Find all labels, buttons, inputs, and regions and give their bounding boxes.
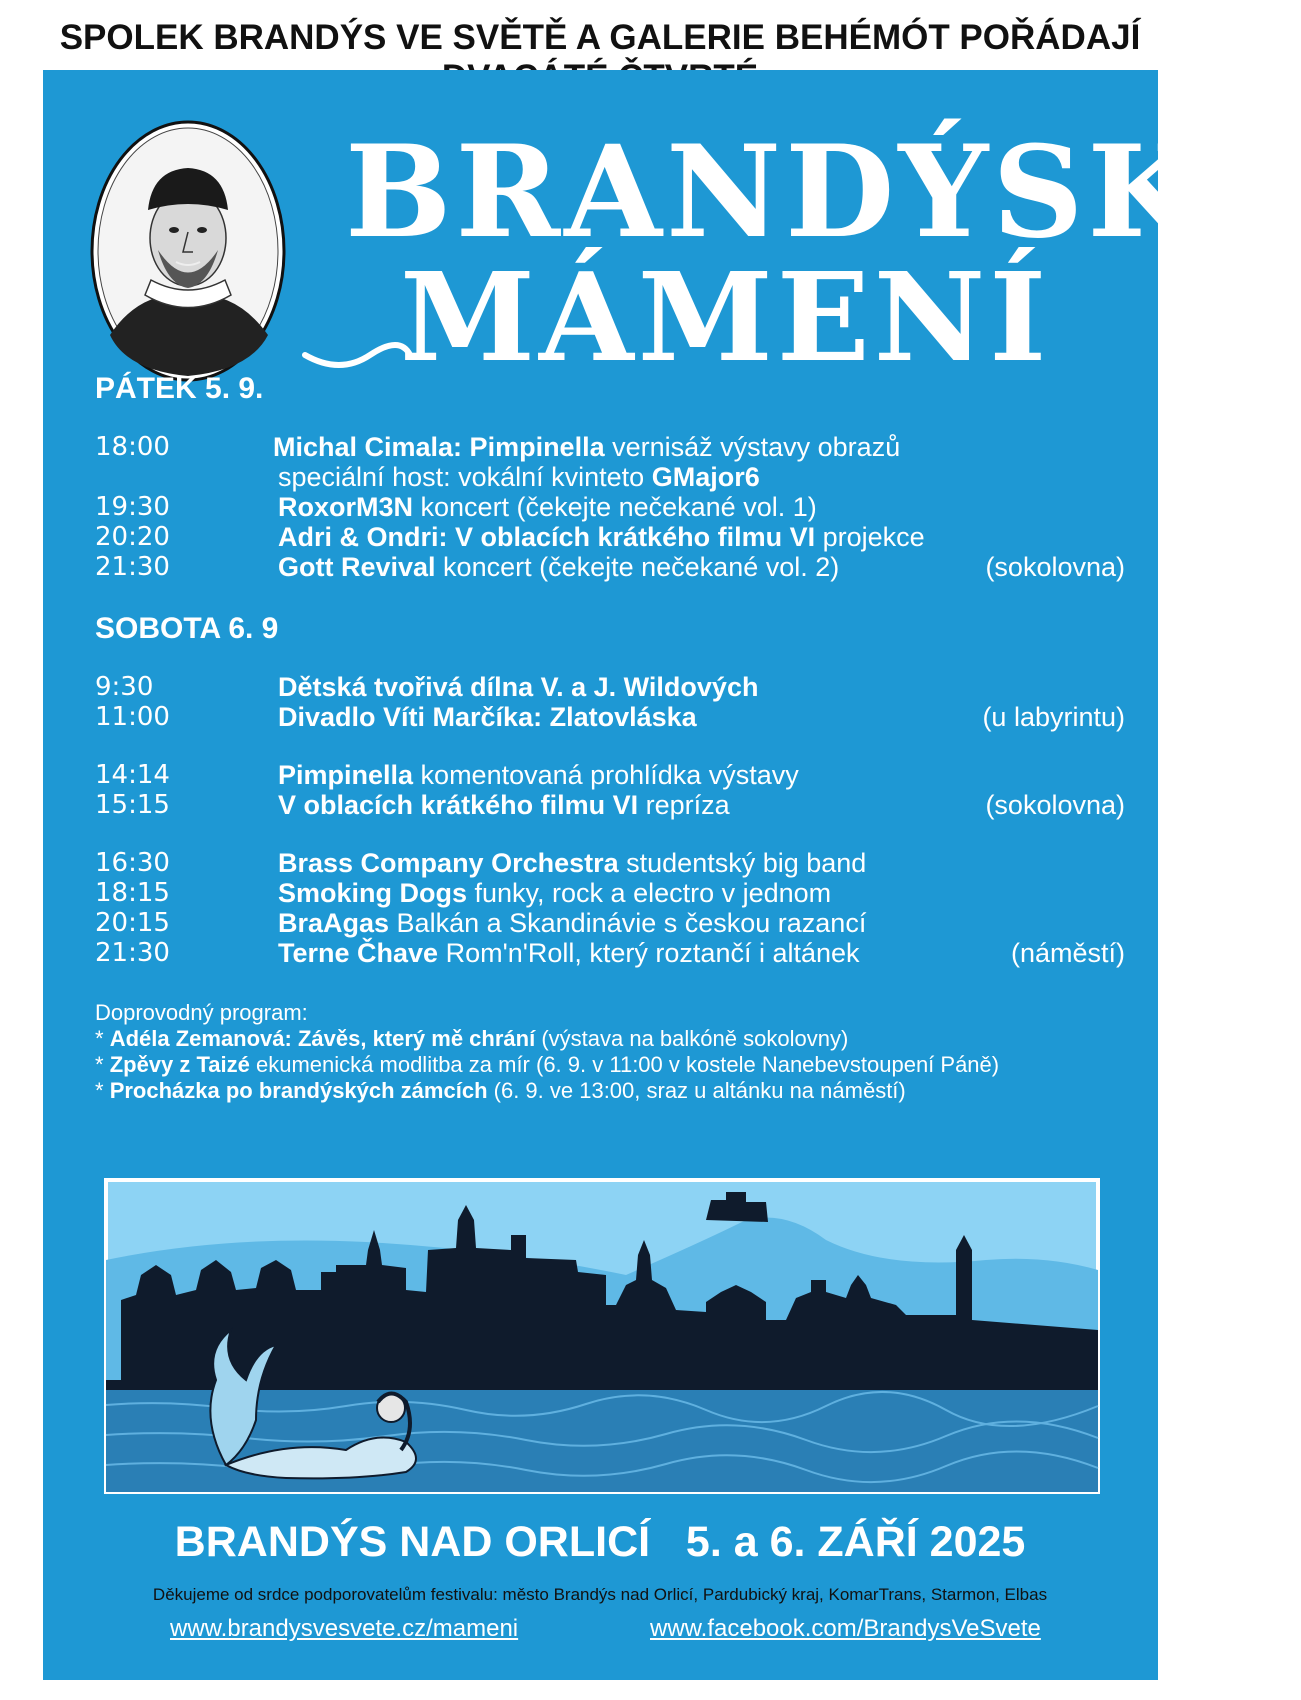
program-row xyxy=(95,908,1125,940)
row-text xyxy=(278,908,866,939)
accompanying-item: * Procházka po brandýských zámcích (6. 9. ve 13:00, sraz u altánku na náměstí) xyxy=(95,1078,906,1103)
saturday-heading: SOBOTA 6. 9 xyxy=(95,612,279,645)
row-description: vernisáž výstavy obrazů xyxy=(604,432,901,462)
row-description: koncert (čekejte nečekané vol. 2) xyxy=(435,552,840,582)
festival-title-line1: BRANDÝSKÉ xyxy=(345,118,1301,266)
program-row xyxy=(95,522,1125,554)
row-performer: V oblacích krátkého filmu VI xyxy=(278,790,639,820)
row-venue: (náměstí) xyxy=(1010,938,1125,968)
row-time: 9:30 xyxy=(95,672,154,702)
row-text xyxy=(278,702,697,733)
row-description: projekce xyxy=(815,522,925,552)
row-time: 15:15 xyxy=(95,790,170,820)
row-time: 16:30 xyxy=(95,848,170,878)
row-description: speciální host: vokální kvinteto xyxy=(278,462,652,492)
program-row xyxy=(95,848,1125,880)
row-description: Balkán a Skandinávie s českou razancí xyxy=(389,908,867,938)
program-row xyxy=(95,760,1125,792)
accompanying-heading: Doprovodný program: xyxy=(95,1000,308,1025)
program-row xyxy=(95,790,1125,822)
row-performer: GMajor6 xyxy=(651,462,760,492)
accompanying-title: Procházka po brandýských zámcích xyxy=(109,1078,488,1103)
organizer-line: SPOLEK BRANDÝS VE SVĚTĚ A GALERIE BEHÉMÓT POŘÁDAJÍ xyxy=(59,18,1141,57)
row-time: 20:15 xyxy=(95,908,170,938)
row-description: studentský big band xyxy=(618,848,867,878)
row-time: 18:15 xyxy=(95,878,170,908)
row-performer: Adri & Ondri: V oblacích krátkého filmu VI xyxy=(278,522,816,552)
row-time: 21:30 xyxy=(95,552,170,582)
row-text xyxy=(278,672,758,703)
row-performer: Terne Čhave xyxy=(278,938,439,968)
row-performer: Dětská tvořivá dílna V. a J. Wildových xyxy=(278,672,759,702)
row-performer: Divadlo Víti Marčíka: Zlatovláska xyxy=(278,702,697,732)
program-row xyxy=(95,672,1125,704)
row-text xyxy=(278,760,799,791)
row-performer: Gott Revival xyxy=(278,552,436,582)
friday-heading: PÁTEK 5. 9. xyxy=(95,372,264,405)
program-row xyxy=(95,432,1125,464)
row-performer: Pimpinella xyxy=(278,760,414,790)
row-time: 19:30 xyxy=(95,492,170,522)
program-row xyxy=(95,492,1125,524)
row-text xyxy=(273,432,900,463)
portrait-illustration xyxy=(90,120,286,382)
row-text xyxy=(278,790,730,821)
row-description: funky, rock a electro v jednom xyxy=(467,878,832,908)
accompanying-item: * Zpěvy z Taizé ekumenická modlitba za mír (6. 9. v 11:00 v kostele Nanebevstoupení Páně) xyxy=(95,1052,1000,1077)
row-description: komentovaná prohlídka výstavy xyxy=(413,760,799,790)
row-text xyxy=(278,848,866,879)
program-row xyxy=(95,878,1125,910)
program-row xyxy=(95,552,1125,584)
accompanying-item: * Adéla Zemanová: Závěs, který mě chrání (výstava na balkóně sokolovny) xyxy=(95,1026,849,1051)
row-performer: RoxorM3N xyxy=(278,492,414,522)
program-row xyxy=(95,938,1125,970)
town-skyline-illustration xyxy=(106,1180,1098,1492)
accompanying-title: Adéla Zemanová: Závěs, který mě chrání xyxy=(109,1026,536,1051)
website-link[interactable]: www.brandysvesvete.cz/mameni xyxy=(170,1615,519,1642)
sponsors-thanks: Děkujeme od srdce podporovatelům festivalu: město Brandýs nad Orlicí, Pardubický kraj, KomarTrans, Starmon, Elbas xyxy=(152,1585,1048,1604)
accompanying-detail: (6. 9. ve 13:00, sraz u altánku na náměstí) xyxy=(487,1078,906,1103)
row-description: koncert (čekejte nečekané vol. 1) xyxy=(413,492,817,522)
row-performer: Smoking Dogs xyxy=(278,878,468,908)
accompanying-detail: (výstava na balkóně sokolovny) xyxy=(535,1026,849,1051)
title-swash-ornament xyxy=(300,330,720,380)
accompanying-detail: ekumenická modlitba za mír (6. 9. v 11:00 v kostele Nanebevstoupení Páně) xyxy=(249,1052,1000,1077)
festival-location-date: BRANDÝS NAD ORLICÍ 5. a 6. ZÁŘÍ 2025 xyxy=(174,1518,1026,1566)
row-description: Rom'n'Roll, který roztančí i altánek xyxy=(438,938,860,968)
row-text xyxy=(278,522,925,553)
program-row xyxy=(95,462,1125,494)
row-venue: (u labyrintu) xyxy=(982,702,1125,732)
row-performer: Michal Cimala: Pimpinella xyxy=(273,432,605,462)
row-performer: Brass Company Orchestra xyxy=(278,848,619,878)
row-time: 14:14 xyxy=(95,760,170,790)
row-text xyxy=(278,878,831,909)
program-row xyxy=(95,702,1125,734)
row-text xyxy=(278,462,760,493)
row-performer: BraAgas xyxy=(278,908,390,938)
row-time: 21:30 xyxy=(95,938,170,968)
row-time: 11:00 xyxy=(95,702,170,732)
facebook-link[interactable]: www.facebook.com/BrandysVeSvete xyxy=(650,1615,1041,1642)
row-text xyxy=(278,492,817,523)
festival-title-line2: MÁMENÍ xyxy=(400,245,1051,389)
row-venue: (sokolovna) xyxy=(985,790,1125,820)
row-time: 18:00 xyxy=(95,432,170,462)
row-description: repríza xyxy=(638,790,730,820)
row-venue: (sokolovna) xyxy=(985,552,1125,582)
row-time: 20:20 xyxy=(95,522,170,552)
row-text xyxy=(278,938,860,969)
row-text xyxy=(278,552,839,583)
accompanying-title: Zpěvy z Taizé xyxy=(109,1052,250,1077)
